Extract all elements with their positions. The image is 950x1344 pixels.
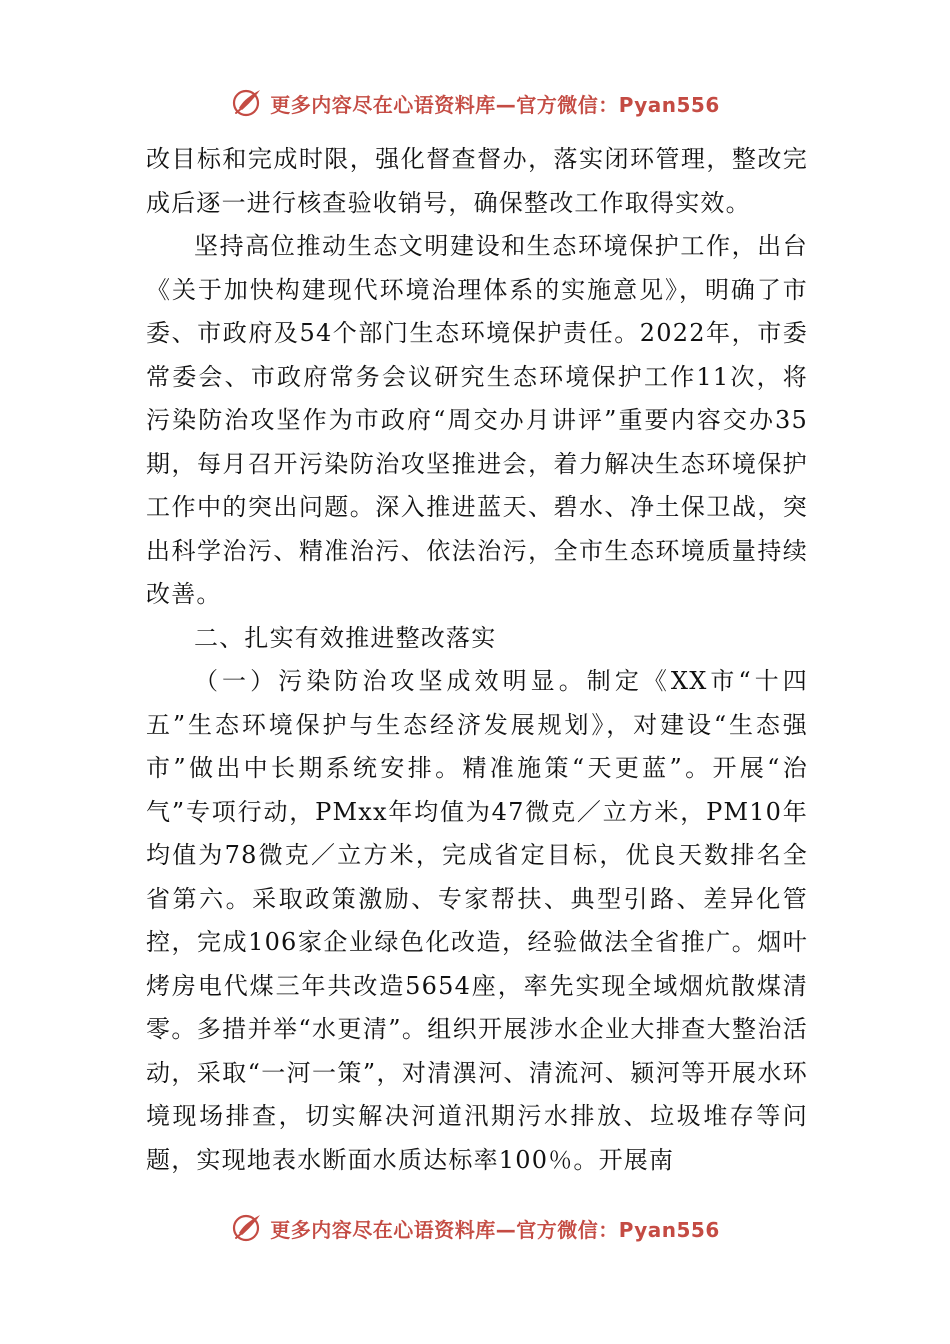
header-banner-text: 更多内容尽在心语资料库—官方微信：Pyan556 xyxy=(270,92,720,117)
section-heading: 二、扎实有效推进整改落实 xyxy=(194,623,497,652)
paragraph-continuation: 改目标和完成时限，强化督查督办，落实闭环管理，整改完成后逐一进行核查验收销号，确保整改工作取得实效。 xyxy=(146,145,808,217)
feather-pen-seal-icon xyxy=(230,86,264,120)
header-banner xyxy=(0,83,950,123)
footer-banner xyxy=(0,1208,950,1248)
paragraph-pollution-prevention: （一）污染防治攻坚成效明显。制定《XX市“十四五”生态环境保护与生态经济发展规划》，对建设“生态强市”做出中长期系统安排。精准施策“天更蓝”。开展“治气”专项行动，PMxx年均值为47微克／立方米，PM10年均值为78微克／立方米，完成省定目标，优良天数排名全省第六。采取政策激励、专家帮扶、典型引路、差异化管控，完成106家企业绿色化改造，经验做法全省推广。烟叶烤房电代煤三年共改造5654座，率先实现全域烟炕散煤清零。多措并举“水更清”。组织开展涉水企业大排查大整治活动，采取“一河一策”，对清潩河、清流河、颍河等开展水环境现场排查，切实解决河道汛期污水排放、垃圾堆存等问题，实现地表水断面水质达标率100％。开展南 xyxy=(146,667,808,1174)
feather-pen-seal-icon xyxy=(230,1211,264,1245)
footer-banner-text: 更多内容尽在心语资料库—官方微信：Pyan556 xyxy=(270,1217,720,1242)
document-body xyxy=(146,138,808,1182)
paragraph-high-level-promotion: 坚持高位推动生态文明建设和生态环境保护工作，出台《关于加快构建现代环境治理体系的实施意见》，明确了市委、市政府及54个部门生态环境保护责任。2022年，市委常委会、市政府常务会议研究生态环境保护工作11次，将污染防治攻坚作为市政府“周交办月讲评”重要内容交办35期，每月召开污染防治攻坚推进会，着力解决生态环境保护工作中的突出问题。深入推进蓝天、碧水、净土保卫战，突出科学治污、精准治污、依法治污，全市生态环境质量持续改善。 xyxy=(146,232,808,608)
